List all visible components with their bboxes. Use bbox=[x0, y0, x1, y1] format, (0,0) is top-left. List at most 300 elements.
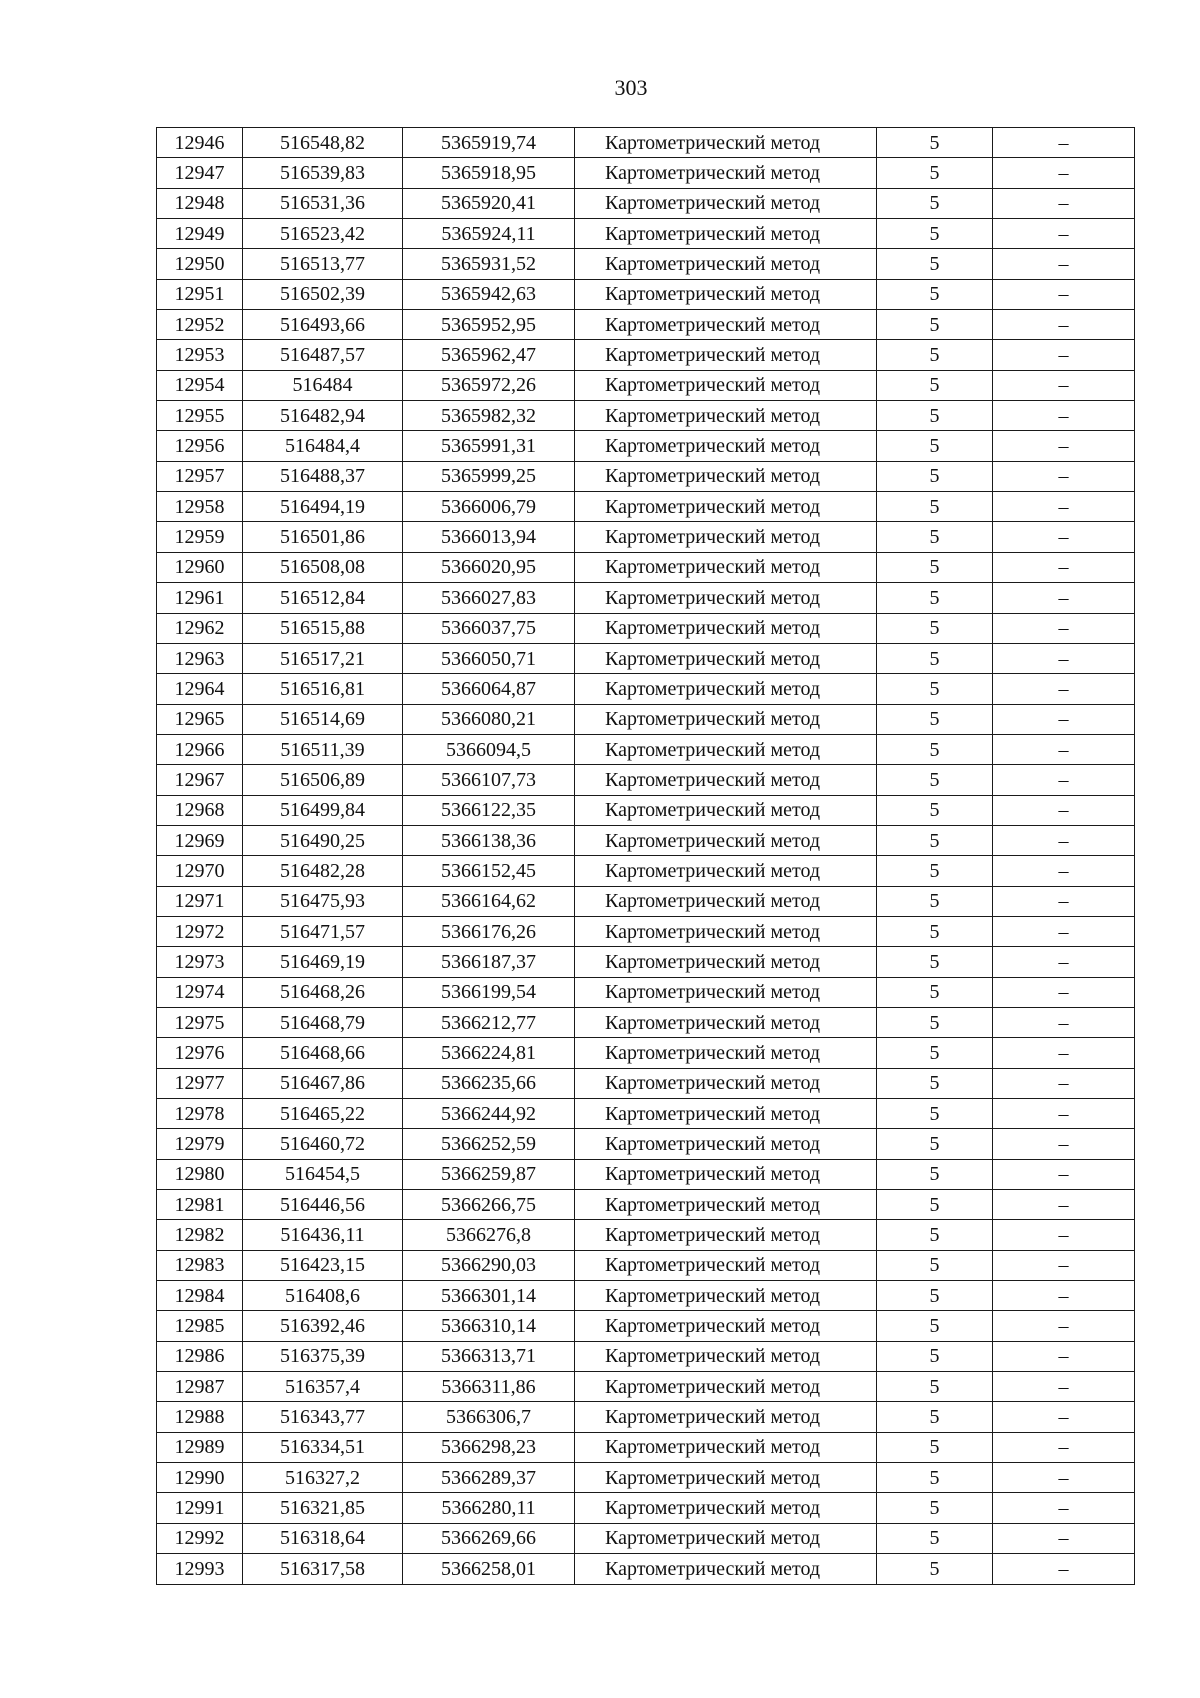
accuracy-cell: 5 bbox=[877, 128, 993, 158]
table-row bbox=[157, 310, 1135, 340]
table-row bbox=[157, 886, 1135, 916]
note-cell: – bbox=[993, 128, 1135, 158]
x-coordinate-cell: 516508,08 bbox=[243, 552, 403, 582]
method-cell: Картометрический метод bbox=[575, 825, 877, 855]
accuracy-cell: 5 bbox=[877, 279, 993, 309]
y-coordinate-cell: 5366301,14 bbox=[403, 1281, 575, 1311]
table-row bbox=[157, 1007, 1135, 1037]
x-coordinate-cell: 516482,94 bbox=[243, 401, 403, 431]
point-number-cell: 12984 bbox=[157, 1281, 243, 1311]
accuracy-cell: 5 bbox=[877, 977, 993, 1007]
y-coordinate-cell: 5366164,62 bbox=[403, 886, 575, 916]
y-coordinate-cell: 5366298,23 bbox=[403, 1432, 575, 1462]
note-cell: – bbox=[993, 158, 1135, 188]
table-row bbox=[157, 643, 1135, 673]
accuracy-cell: 5 bbox=[877, 643, 993, 673]
method-cell: Картометрический метод bbox=[575, 492, 877, 522]
y-coordinate-cell: 5366122,35 bbox=[403, 795, 575, 825]
x-coordinate-cell: 516484,4 bbox=[243, 431, 403, 461]
method-cell: Картометрический метод bbox=[575, 977, 877, 1007]
x-coordinate-cell: 516512,84 bbox=[243, 583, 403, 613]
point-number-cell: 12974 bbox=[157, 977, 243, 1007]
method-cell: Картометрический метод bbox=[575, 1493, 877, 1523]
x-coordinate-cell: 516357,4 bbox=[243, 1372, 403, 1402]
point-number-cell: 12959 bbox=[157, 522, 243, 552]
accuracy-cell: 5 bbox=[877, 249, 993, 279]
note-cell: – bbox=[993, 1402, 1135, 1432]
x-coordinate-cell: 516511,39 bbox=[243, 734, 403, 764]
table-row bbox=[157, 1463, 1135, 1493]
accuracy-cell: 5 bbox=[877, 1523, 993, 1553]
x-coordinate-cell: 516484 bbox=[243, 370, 403, 400]
note-cell: – bbox=[993, 401, 1135, 431]
table-row bbox=[157, 1281, 1135, 1311]
x-coordinate-cell: 516539,83 bbox=[243, 158, 403, 188]
y-coordinate-cell: 5366138,36 bbox=[403, 825, 575, 855]
method-cell: Картометрический метод bbox=[575, 522, 877, 552]
point-number-cell: 12983 bbox=[157, 1250, 243, 1280]
note-cell: – bbox=[993, 916, 1135, 946]
y-coordinate-cell: 5366289,37 bbox=[403, 1463, 575, 1493]
x-coordinate-cell: 516482,28 bbox=[243, 856, 403, 886]
accuracy-cell: 5 bbox=[877, 1372, 993, 1402]
accuracy-cell: 5 bbox=[877, 916, 993, 946]
table-row bbox=[157, 1220, 1135, 1250]
y-coordinate-cell: 5365918,95 bbox=[403, 158, 575, 188]
note-cell: – bbox=[993, 1432, 1135, 1462]
point-number-cell: 12976 bbox=[157, 1038, 243, 1068]
note-cell: – bbox=[993, 1281, 1135, 1311]
method-cell: Картометрический метод bbox=[575, 1463, 877, 1493]
x-coordinate-cell: 516469,19 bbox=[243, 947, 403, 977]
point-number-cell: 12986 bbox=[157, 1341, 243, 1371]
y-coordinate-cell: 5366006,79 bbox=[403, 492, 575, 522]
y-coordinate-cell: 5366013,94 bbox=[403, 522, 575, 552]
y-coordinate-cell: 5365982,32 bbox=[403, 401, 575, 431]
note-cell: – bbox=[993, 947, 1135, 977]
accuracy-cell: 5 bbox=[877, 704, 993, 734]
method-cell: Картометрический метод bbox=[575, 1129, 877, 1159]
note-cell: – bbox=[993, 461, 1135, 491]
method-cell: Картометрический метод bbox=[575, 1220, 877, 1250]
note-cell: – bbox=[993, 704, 1135, 734]
y-coordinate-cell: 5366094,5 bbox=[403, 734, 575, 764]
note-cell: – bbox=[993, 1038, 1135, 1068]
accuracy-cell: 5 bbox=[877, 461, 993, 491]
x-coordinate-cell: 516523,42 bbox=[243, 219, 403, 249]
x-coordinate-cell: 516334,51 bbox=[243, 1432, 403, 1462]
y-coordinate-cell: 5366269,66 bbox=[403, 1523, 575, 1553]
x-coordinate-cell: 516487,57 bbox=[243, 340, 403, 370]
table-row bbox=[157, 1250, 1135, 1280]
point-number-cell: 12946 bbox=[157, 128, 243, 158]
accuracy-cell: 5 bbox=[877, 1220, 993, 1250]
point-number-cell: 12992 bbox=[157, 1523, 243, 1553]
table-row bbox=[157, 1129, 1135, 1159]
method-cell: Картометрический метод bbox=[575, 643, 877, 673]
x-coordinate-cell: 516531,36 bbox=[243, 188, 403, 218]
x-coordinate-cell: 516465,22 bbox=[243, 1099, 403, 1129]
table-row bbox=[157, 977, 1135, 1007]
note-cell: – bbox=[993, 1099, 1135, 1129]
method-cell: Картометрический метод bbox=[575, 219, 877, 249]
method-cell: Картометрический метод bbox=[575, 795, 877, 825]
accuracy-cell: 5 bbox=[877, 522, 993, 552]
point-number-cell: 12957 bbox=[157, 461, 243, 491]
table-row bbox=[157, 704, 1135, 734]
accuracy-cell: 5 bbox=[877, 613, 993, 643]
note-cell: – bbox=[993, 552, 1135, 582]
method-cell: Картометрический метод bbox=[575, 1007, 877, 1037]
table-row bbox=[157, 401, 1135, 431]
method-cell: Картометрический метод bbox=[575, 310, 877, 340]
x-coordinate-cell: 516468,79 bbox=[243, 1007, 403, 1037]
point-number-cell: 12961 bbox=[157, 583, 243, 613]
x-coordinate-cell: 516516,81 bbox=[243, 674, 403, 704]
accuracy-cell: 5 bbox=[877, 310, 993, 340]
y-coordinate-cell: 5365924,11 bbox=[403, 219, 575, 249]
y-coordinate-cell: 5366176,26 bbox=[403, 916, 575, 946]
note-cell: – bbox=[993, 765, 1135, 795]
table-row bbox=[157, 492, 1135, 522]
accuracy-cell: 5 bbox=[877, 1341, 993, 1371]
x-coordinate-cell: 516490,25 bbox=[243, 825, 403, 855]
point-number-cell: 12965 bbox=[157, 704, 243, 734]
point-number-cell: 12947 bbox=[157, 158, 243, 188]
point-number-cell: 12993 bbox=[157, 1554, 243, 1584]
note-cell: – bbox=[993, 249, 1135, 279]
x-coordinate-cell: 516318,64 bbox=[243, 1523, 403, 1553]
y-coordinate-cell: 5365919,74 bbox=[403, 128, 575, 158]
x-coordinate-cell: 516454,5 bbox=[243, 1159, 403, 1189]
x-coordinate-cell: 516493,66 bbox=[243, 310, 403, 340]
method-cell: Картометрический метод bbox=[575, 370, 877, 400]
accuracy-cell: 5 bbox=[877, 1554, 993, 1584]
table-row bbox=[157, 674, 1135, 704]
y-coordinate-cell: 5366152,45 bbox=[403, 856, 575, 886]
accuracy-cell: 5 bbox=[877, 219, 993, 249]
y-coordinate-cell: 5366027,83 bbox=[403, 583, 575, 613]
note-cell: – bbox=[993, 856, 1135, 886]
note-cell: – bbox=[993, 1554, 1135, 1584]
y-coordinate-cell: 5366107,73 bbox=[403, 765, 575, 795]
accuracy-cell: 5 bbox=[877, 1190, 993, 1220]
accuracy-cell: 5 bbox=[877, 492, 993, 522]
table-row bbox=[157, 249, 1135, 279]
point-number-cell: 12973 bbox=[157, 947, 243, 977]
note-cell: – bbox=[993, 1190, 1135, 1220]
point-number-cell: 12975 bbox=[157, 1007, 243, 1037]
method-cell: Картометрический метод bbox=[575, 249, 877, 279]
x-coordinate-cell: 516327,2 bbox=[243, 1463, 403, 1493]
point-number-cell: 12951 bbox=[157, 279, 243, 309]
accuracy-cell: 5 bbox=[877, 340, 993, 370]
x-coordinate-cell: 516446,56 bbox=[243, 1190, 403, 1220]
table-row bbox=[157, 1372, 1135, 1402]
point-number-cell: 12968 bbox=[157, 795, 243, 825]
note-cell: – bbox=[993, 977, 1135, 1007]
table-row bbox=[157, 461, 1135, 491]
table-row bbox=[157, 916, 1135, 946]
table-row bbox=[157, 219, 1135, 249]
method-cell: Картометрический метод bbox=[575, 431, 877, 461]
y-coordinate-cell: 5366037,75 bbox=[403, 613, 575, 643]
accuracy-cell: 5 bbox=[877, 1432, 993, 1462]
x-coordinate-cell: 516468,66 bbox=[243, 1038, 403, 1068]
note-cell: – bbox=[993, 613, 1135, 643]
method-cell: Картометрический метод bbox=[575, 1311, 877, 1341]
note-cell: – bbox=[993, 1493, 1135, 1523]
accuracy-cell: 5 bbox=[877, 1038, 993, 1068]
y-coordinate-cell: 5366280,11 bbox=[403, 1493, 575, 1523]
x-coordinate-cell: 516375,39 bbox=[243, 1341, 403, 1371]
method-cell: Картометрический метод bbox=[575, 947, 877, 977]
note-cell: – bbox=[993, 1159, 1135, 1189]
method-cell: Картометрический метод bbox=[575, 188, 877, 218]
point-number-cell: 12977 bbox=[157, 1068, 243, 1098]
point-number-cell: 12956 bbox=[157, 431, 243, 461]
point-number-cell: 12952 bbox=[157, 310, 243, 340]
accuracy-cell: 5 bbox=[877, 1250, 993, 1280]
accuracy-cell: 5 bbox=[877, 1068, 993, 1098]
note-cell: – bbox=[993, 431, 1135, 461]
y-coordinate-cell: 5366020,95 bbox=[403, 552, 575, 582]
table-row bbox=[157, 1554, 1135, 1584]
x-coordinate-cell: 516548,82 bbox=[243, 128, 403, 158]
table-row bbox=[157, 279, 1135, 309]
y-coordinate-cell: 5366290,03 bbox=[403, 1250, 575, 1280]
note-cell: – bbox=[993, 1068, 1135, 1098]
y-coordinate-cell: 5365931,52 bbox=[403, 249, 575, 279]
x-coordinate-cell: 516408,6 bbox=[243, 1281, 403, 1311]
note-cell: – bbox=[993, 370, 1135, 400]
method-cell: Картометрический метод bbox=[575, 1432, 877, 1462]
accuracy-cell: 5 bbox=[877, 947, 993, 977]
y-coordinate-cell: 5365972,26 bbox=[403, 370, 575, 400]
note-cell: – bbox=[993, 1250, 1135, 1280]
method-cell: Картометрический метод bbox=[575, 1159, 877, 1189]
note-cell: – bbox=[993, 219, 1135, 249]
method-cell: Картометрический метод bbox=[575, 158, 877, 188]
x-coordinate-cell: 516501,86 bbox=[243, 522, 403, 552]
table-row bbox=[157, 1493, 1135, 1523]
x-coordinate-cell: 516321,85 bbox=[243, 1493, 403, 1523]
point-number-cell: 12971 bbox=[157, 886, 243, 916]
y-coordinate-cell: 5366080,21 bbox=[403, 704, 575, 734]
y-coordinate-cell: 5366212,77 bbox=[403, 1007, 575, 1037]
table-body bbox=[157, 128, 1135, 1585]
table-row bbox=[157, 552, 1135, 582]
accuracy-cell: 5 bbox=[877, 1281, 993, 1311]
point-number-cell: 12948 bbox=[157, 188, 243, 218]
point-number-cell: 12963 bbox=[157, 643, 243, 673]
page-number: 303 bbox=[614, 75, 648, 100]
method-cell: Картометрический метод bbox=[575, 916, 877, 946]
method-cell: Картометрический метод bbox=[575, 1068, 877, 1098]
method-cell: Картометрический метод bbox=[575, 1099, 877, 1129]
note-cell: – bbox=[993, 1372, 1135, 1402]
table-row bbox=[157, 370, 1135, 400]
accuracy-cell: 5 bbox=[877, 734, 993, 764]
point-number-cell: 12970 bbox=[157, 856, 243, 886]
accuracy-cell: 5 bbox=[877, 583, 993, 613]
table-row bbox=[157, 1068, 1135, 1098]
accuracy-cell: 5 bbox=[877, 1311, 993, 1341]
method-cell: Картометрический метод bbox=[575, 886, 877, 916]
table-row bbox=[157, 1190, 1135, 1220]
point-number-cell: 12978 bbox=[157, 1099, 243, 1129]
table-row bbox=[157, 765, 1135, 795]
point-number-cell: 12955 bbox=[157, 401, 243, 431]
accuracy-cell: 5 bbox=[877, 1007, 993, 1037]
y-coordinate-cell: 5365942,63 bbox=[403, 279, 575, 309]
x-coordinate-cell: 516513,77 bbox=[243, 249, 403, 279]
note-cell: – bbox=[993, 795, 1135, 825]
point-number-cell: 12985 bbox=[157, 1311, 243, 1341]
y-coordinate-cell: 5365999,25 bbox=[403, 461, 575, 491]
note-cell: – bbox=[993, 1311, 1135, 1341]
point-number-cell: 12982 bbox=[157, 1220, 243, 1250]
point-number-cell: 12980 bbox=[157, 1159, 243, 1189]
point-number-cell: 12962 bbox=[157, 613, 243, 643]
method-cell: Картометрический метод bbox=[575, 583, 877, 613]
x-coordinate-cell: 516514,69 bbox=[243, 704, 403, 734]
table-row bbox=[157, 825, 1135, 855]
table-row bbox=[157, 795, 1135, 825]
x-coordinate-cell: 516317,58 bbox=[243, 1554, 403, 1584]
note-cell: – bbox=[993, 1007, 1135, 1037]
x-coordinate-cell: 516506,89 bbox=[243, 765, 403, 795]
note-cell: – bbox=[993, 1463, 1135, 1493]
y-coordinate-cell: 5365991,31 bbox=[403, 431, 575, 461]
point-number-cell: 12949 bbox=[157, 219, 243, 249]
y-coordinate-cell: 5366244,92 bbox=[403, 1099, 575, 1129]
coordinates-table bbox=[156, 127, 1135, 1585]
table-row bbox=[157, 188, 1135, 218]
accuracy-cell: 5 bbox=[877, 552, 993, 582]
x-coordinate-cell: 516515,88 bbox=[243, 613, 403, 643]
accuracy-cell: 5 bbox=[877, 1402, 993, 1432]
y-coordinate-cell: 5366306,7 bbox=[403, 1402, 575, 1432]
x-coordinate-cell: 516392,46 bbox=[243, 1311, 403, 1341]
method-cell: Картометрический метод bbox=[575, 552, 877, 582]
table-row bbox=[157, 1341, 1135, 1371]
y-coordinate-cell: 5366050,71 bbox=[403, 643, 575, 673]
note-cell: – bbox=[993, 492, 1135, 522]
note-cell: – bbox=[993, 340, 1135, 370]
y-coordinate-cell: 5365952,95 bbox=[403, 310, 575, 340]
note-cell: – bbox=[993, 825, 1135, 855]
table-row bbox=[157, 158, 1135, 188]
y-coordinate-cell: 5366235,66 bbox=[403, 1068, 575, 1098]
method-cell: Картометрический метод bbox=[575, 128, 877, 158]
y-coordinate-cell: 5366310,14 bbox=[403, 1311, 575, 1341]
x-coordinate-cell: 516471,57 bbox=[243, 916, 403, 946]
table-row bbox=[157, 431, 1135, 461]
method-cell: Картометрический метод bbox=[575, 856, 877, 886]
point-number-cell: 12979 bbox=[157, 1129, 243, 1159]
method-cell: Картометрический метод bbox=[575, 340, 877, 370]
table-row bbox=[157, 1038, 1135, 1068]
point-number-cell: 12950 bbox=[157, 249, 243, 279]
note-cell: – bbox=[993, 643, 1135, 673]
y-coordinate-cell: 5366064,87 bbox=[403, 674, 575, 704]
method-cell: Картометрический метод bbox=[575, 765, 877, 795]
method-cell: Картометрический метод bbox=[575, 1250, 877, 1280]
method-cell: Картометрический метод bbox=[575, 1372, 877, 1402]
x-coordinate-cell: 516343,77 bbox=[243, 1402, 403, 1432]
accuracy-cell: 5 bbox=[877, 1099, 993, 1129]
note-cell: – bbox=[993, 886, 1135, 916]
table-row bbox=[157, 734, 1135, 764]
x-coordinate-cell: 516436,11 bbox=[243, 1220, 403, 1250]
point-number-cell: 12954 bbox=[157, 370, 243, 400]
table-row bbox=[157, 1523, 1135, 1553]
accuracy-cell: 5 bbox=[877, 370, 993, 400]
point-number-cell: 12969 bbox=[157, 825, 243, 855]
y-coordinate-cell: 5365920,41 bbox=[403, 188, 575, 218]
point-number-cell: 12964 bbox=[157, 674, 243, 704]
table-row bbox=[157, 1402, 1135, 1432]
note-cell: – bbox=[993, 1129, 1135, 1159]
x-coordinate-cell: 516423,15 bbox=[243, 1250, 403, 1280]
note-cell: – bbox=[993, 310, 1135, 340]
note-cell: – bbox=[993, 188, 1135, 218]
y-coordinate-cell: 5366252,59 bbox=[403, 1129, 575, 1159]
x-coordinate-cell: 516467,86 bbox=[243, 1068, 403, 1098]
accuracy-cell: 5 bbox=[877, 401, 993, 431]
x-coordinate-cell: 516499,84 bbox=[243, 795, 403, 825]
table-row bbox=[157, 1311, 1135, 1341]
x-coordinate-cell: 516468,26 bbox=[243, 977, 403, 1007]
x-coordinate-cell: 516494,19 bbox=[243, 492, 403, 522]
accuracy-cell: 5 bbox=[877, 188, 993, 218]
accuracy-cell: 5 bbox=[877, 886, 993, 916]
accuracy-cell: 5 bbox=[877, 1493, 993, 1523]
point-number-cell: 12972 bbox=[157, 916, 243, 946]
note-cell: – bbox=[993, 522, 1135, 552]
method-cell: Картометрический метод bbox=[575, 279, 877, 309]
note-cell: – bbox=[993, 279, 1135, 309]
point-number-cell: 12953 bbox=[157, 340, 243, 370]
table-row bbox=[157, 1099, 1135, 1129]
x-coordinate-cell: 516488,37 bbox=[243, 461, 403, 491]
y-coordinate-cell: 5366224,81 bbox=[403, 1038, 575, 1068]
y-coordinate-cell: 5366276,8 bbox=[403, 1220, 575, 1250]
y-coordinate-cell: 5366311,86 bbox=[403, 1372, 575, 1402]
note-cell: – bbox=[993, 734, 1135, 764]
point-number-cell: 12987 bbox=[157, 1372, 243, 1402]
y-coordinate-cell: 5366187,37 bbox=[403, 947, 575, 977]
point-number-cell: 12991 bbox=[157, 1493, 243, 1523]
method-cell: Картометрический метод bbox=[575, 1523, 877, 1553]
accuracy-cell: 5 bbox=[877, 856, 993, 886]
table-row bbox=[157, 128, 1135, 158]
x-coordinate-cell: 516475,93 bbox=[243, 886, 403, 916]
note-cell: – bbox=[993, 1523, 1135, 1553]
note-cell: – bbox=[993, 583, 1135, 613]
method-cell: Картометрический метод bbox=[575, 734, 877, 764]
table-row bbox=[157, 522, 1135, 552]
y-coordinate-cell: 5366313,71 bbox=[403, 1341, 575, 1371]
accuracy-cell: 5 bbox=[877, 431, 993, 461]
point-number-cell: 12960 bbox=[157, 552, 243, 582]
note-cell: – bbox=[993, 674, 1135, 704]
method-cell: Картометрический метод bbox=[575, 674, 877, 704]
point-number-cell: 12988 bbox=[157, 1402, 243, 1432]
accuracy-cell: 5 bbox=[877, 1129, 993, 1159]
table-row bbox=[157, 583, 1135, 613]
